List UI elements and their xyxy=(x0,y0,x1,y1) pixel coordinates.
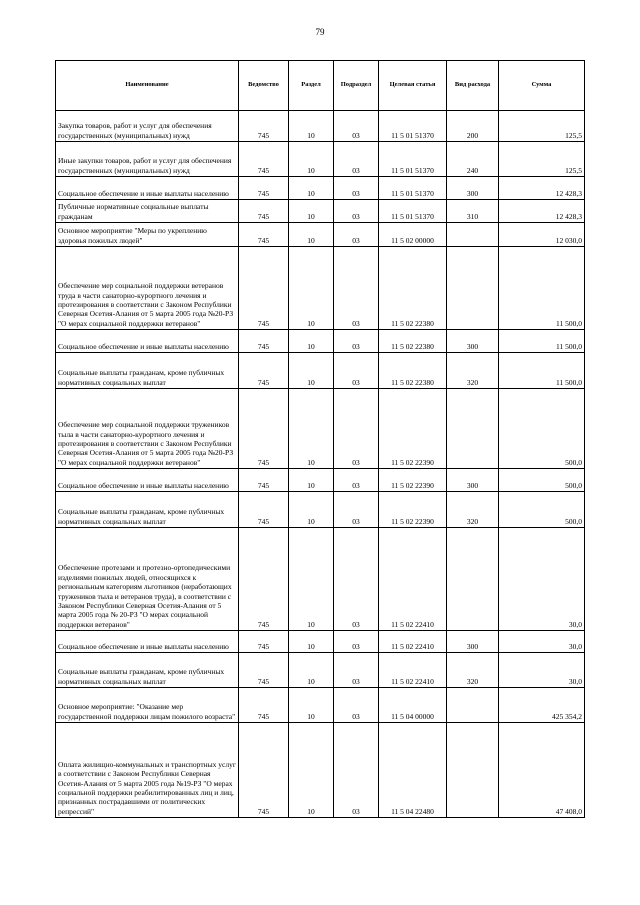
table-row xyxy=(56,353,585,389)
cell-target-article: 11 5 02 22390 xyxy=(379,389,447,469)
cell-name: Социальные выплаты гражданам, кроме публичных нормативных социальных выплат xyxy=(56,353,239,389)
cell-subsection: 03 xyxy=(334,111,379,142)
header-expense-type: Вид расхода xyxy=(447,61,499,111)
table-row xyxy=(56,469,585,492)
cell-name: Закупка товаров, работ и услуг для обеспечения государственных (муниципальных) нужд xyxy=(56,111,239,142)
cell-department: 745 xyxy=(239,653,289,688)
cell-name: Социальные выплаты гражданам, кроме публичных нормативных социальных выплат xyxy=(56,653,239,688)
header-sum: Сумма xyxy=(499,61,585,111)
budget-table xyxy=(55,60,585,818)
header-section: Раздел xyxy=(289,61,334,111)
cell-target-article: 11 5 02 22410 xyxy=(379,631,447,653)
cell-department: 745 xyxy=(239,223,289,247)
cell-sum: 30,0 xyxy=(499,528,585,631)
table-row xyxy=(56,330,585,353)
cell-section: 10 xyxy=(289,723,334,818)
cell-section: 10 xyxy=(289,200,334,223)
cell-sum: 11 500,0 xyxy=(499,247,585,330)
cell-name: Оплата жилищно-коммунальных и транспортных услуг в соответствии с Законом Республики Северная Осетия-Алания от 5 марта 2005 года №19-РЗ "О мерах социальной поддержки реабилитированных лиц и лиц, признанных пострадавшими от политических репрессий" xyxy=(56,723,239,818)
cell-expense-type: 300 xyxy=(447,177,499,200)
cell-subsection: 03 xyxy=(334,142,379,177)
cell-target-article: 11 5 02 22410 xyxy=(379,528,447,631)
cell-name: Социальные выплаты гражданам, кроме публичных нормативных социальных выплат xyxy=(56,492,239,528)
header-name: Наименование xyxy=(56,61,239,111)
header-target-article: Целевая статья xyxy=(379,61,447,111)
cell-department: 745 xyxy=(239,528,289,631)
cell-sum: 500,0 xyxy=(499,469,585,492)
cell-subsection: 03 xyxy=(334,492,379,528)
cell-section: 10 xyxy=(289,631,334,653)
cell-sum: 500,0 xyxy=(499,389,585,469)
table-header-row xyxy=(56,61,585,111)
cell-expense-type: 320 xyxy=(447,492,499,528)
cell-department: 745 xyxy=(239,200,289,223)
cell-expense-type: 300 xyxy=(447,469,499,492)
cell-expense-type xyxy=(447,528,499,631)
cell-section: 10 xyxy=(289,688,334,723)
cell-subsection: 03 xyxy=(334,177,379,200)
cell-target-article: 11 5 02 22390 xyxy=(379,492,447,528)
cell-name: Иные закупки товаров, работ и услуг для обеспечения государственных (муниципальных) нужд xyxy=(56,142,239,177)
cell-section: 10 xyxy=(289,330,334,353)
cell-target-article: 11 5 02 22410 xyxy=(379,653,447,688)
cell-sum: 11 500,0 xyxy=(499,353,585,389)
cell-subsection: 03 xyxy=(334,688,379,723)
cell-expense-type xyxy=(447,223,499,247)
cell-sum: 47 408,0 xyxy=(499,723,585,818)
cell-department: 745 xyxy=(239,353,289,389)
cell-sum: 12 030,0 xyxy=(499,223,585,247)
cell-section: 10 xyxy=(289,469,334,492)
cell-sum: 500,0 xyxy=(499,492,585,528)
cell-sum: 125,5 xyxy=(499,111,585,142)
cell-section: 10 xyxy=(289,177,334,200)
cell-subsection: 03 xyxy=(334,631,379,653)
cell-name: Основное мероприятие: "Оказание мер государственной поддержки лицам пожилого возраста" xyxy=(56,688,239,723)
table-row xyxy=(56,177,585,200)
cell-subsection: 03 xyxy=(334,353,379,389)
header-department: Ведомство xyxy=(239,61,289,111)
cell-target-article: 11 5 02 22380 xyxy=(379,330,447,353)
cell-target-article: 11 5 01 51370 xyxy=(379,177,447,200)
table-row xyxy=(56,223,585,247)
table-row xyxy=(56,142,585,177)
cell-department: 745 xyxy=(239,469,289,492)
cell-department: 745 xyxy=(239,330,289,353)
cell-sum: 125,5 xyxy=(499,142,585,177)
cell-department: 745 xyxy=(239,111,289,142)
cell-expense-type: 300 xyxy=(447,330,499,353)
cell-expense-type xyxy=(447,247,499,330)
cell-name: Обеспечение протезами и протезно-ортопедическими изделиями пожилых людей, относящихся к региональным категориям льготников (неработающих тружеников тыла и ветеранов труда), в соответствии с Законом Республики Северная Осетия-Алания от 5 марта 2005 года № 20-РЗ "О мерах социальной поддержки ветеранов" xyxy=(56,528,239,631)
cell-name: Социальное обеспечение и иные выплаты населению xyxy=(56,177,239,200)
cell-target-article: 11 5 02 22380 xyxy=(379,247,447,330)
cell-target-article: 11 5 01 51370 xyxy=(379,142,447,177)
cell-sum: 12 428,3 xyxy=(499,200,585,223)
cell-subsection: 03 xyxy=(334,389,379,469)
table-row xyxy=(56,688,585,723)
cell-expense-type: 320 xyxy=(447,353,499,389)
cell-subsection: 03 xyxy=(334,469,379,492)
header-subsection: Подраздел xyxy=(334,61,379,111)
cell-target-article: 11 5 04 00000 xyxy=(379,688,447,723)
table-row xyxy=(56,653,585,688)
cell-subsection: 03 xyxy=(334,200,379,223)
cell-name: Обеспечение мер социальной поддержки ветеранов труда в части санаторно-курортного лечения и протезирования в соответствии с Законом Республики Северная Осетия-Алания от 5 марта 2005 года №20-РЗ "О мерах социальной поддержки ветеранов" xyxy=(56,247,239,330)
cell-target-article: 11 5 01 51370 xyxy=(379,200,447,223)
cell-target-article: 11 5 02 22390 xyxy=(379,469,447,492)
table-row xyxy=(56,723,585,818)
cell-expense-type: 320 xyxy=(447,653,499,688)
cell-expense-type: 240 xyxy=(447,142,499,177)
cell-sum: 30,0 xyxy=(499,631,585,653)
cell-target-article: 11 5 01 51370 xyxy=(379,111,447,142)
cell-name: Социальное обеспечение и иные выплаты населению xyxy=(56,330,239,353)
cell-target-article: 11 5 04 22480 xyxy=(379,723,447,818)
cell-subsection: 03 xyxy=(334,247,379,330)
cell-department: 745 xyxy=(239,723,289,818)
table-row xyxy=(56,492,585,528)
cell-name: Публичные нормативные социальные выплаты гражданам xyxy=(56,200,239,223)
cell-expense-type xyxy=(447,723,499,818)
cell-section: 10 xyxy=(289,247,334,330)
cell-subsection: 03 xyxy=(334,223,379,247)
cell-expense-type: 200 xyxy=(447,111,499,142)
cell-subsection: 03 xyxy=(334,330,379,353)
table-row xyxy=(56,200,585,223)
cell-department: 745 xyxy=(239,688,289,723)
cell-section: 10 xyxy=(289,492,334,528)
cell-subsection: 03 xyxy=(334,723,379,818)
cell-section: 10 xyxy=(289,223,334,247)
table-row xyxy=(56,528,585,631)
cell-department: 745 xyxy=(239,389,289,469)
cell-name: Социальное обеспечение и иные выплаты населению xyxy=(56,631,239,653)
table-row xyxy=(56,247,585,330)
cell-department: 745 xyxy=(239,177,289,200)
page-number: 79 xyxy=(315,27,325,37)
cell-section: 10 xyxy=(289,111,334,142)
cell-subsection: 03 xyxy=(334,528,379,631)
cell-name: Социальное обеспечение и иные выплаты населению xyxy=(56,469,239,492)
cell-sum: 425 354,2 xyxy=(499,688,585,723)
cell-expense-type: 310 xyxy=(447,200,499,223)
cell-section: 10 xyxy=(289,353,334,389)
cell-department: 745 xyxy=(239,492,289,528)
cell-expense-type: 300 xyxy=(447,631,499,653)
cell-target-article: 11 5 02 22380 xyxy=(379,353,447,389)
cell-department: 745 xyxy=(239,247,289,330)
cell-section: 10 xyxy=(289,653,334,688)
cell-sum: 30,0 xyxy=(499,653,585,688)
cell-expense-type xyxy=(447,688,499,723)
cell-target-article: 11 5 02 00000 xyxy=(379,223,447,247)
cell-section: 10 xyxy=(289,528,334,631)
table-row xyxy=(56,631,585,653)
cell-department: 745 xyxy=(239,142,289,177)
cell-sum: 12 428,3 xyxy=(499,177,585,200)
cell-name: Основное мероприятие "Меры по укреплению здоровья пожилых людей" xyxy=(56,223,239,247)
cell-subsection: 03 xyxy=(334,653,379,688)
cell-expense-type xyxy=(447,389,499,469)
table-row xyxy=(56,111,585,142)
table-row xyxy=(56,389,585,469)
cell-section: 10 xyxy=(289,142,334,177)
cell-section: 10 xyxy=(289,389,334,469)
cell-name: Обеспечение мер социальной поддержки тружеников тыла в части санаторно-курортного лечения и протезирования в соответствии с Законом Республики Северная Осетия-Алания от 5 марта 2005 года №20-РЗ "О мерах социальной поддержки ветеранов" xyxy=(56,389,239,469)
cell-sum: 11 500,0 xyxy=(499,330,585,353)
cell-department: 745 xyxy=(239,631,289,653)
